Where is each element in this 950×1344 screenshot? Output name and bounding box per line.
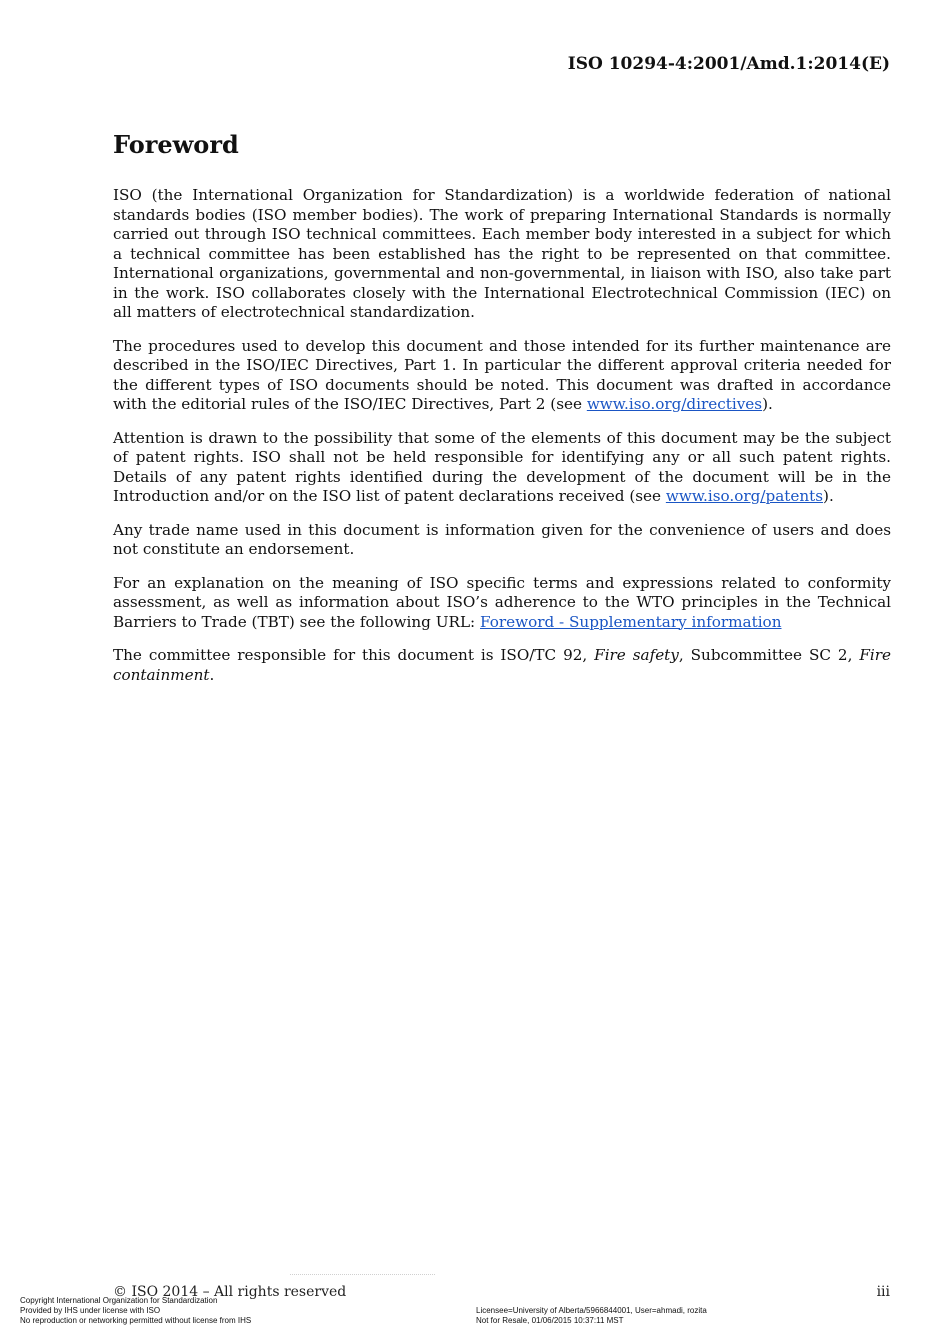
paragraph-text: ). xyxy=(823,487,834,505)
directives-link[interactable]: www.iso.org/directives xyxy=(586,395,763,413)
patents-link[interactable]: www.iso.org/patents xyxy=(665,487,824,505)
supplementary-info-link[interactable]: Foreword - Supplementary information xyxy=(480,612,782,631)
paragraph-procedures xyxy=(113,337,891,415)
paragraph-text: , Subcommittee SC 2, xyxy=(678,646,860,664)
paragraph-text: The committee responsible for this document is ISO/TC 92, xyxy=(113,646,595,664)
ihs-notice-line: Licensee=University of Alberta/5966844001, User=ahmadi, rozita xyxy=(476,1306,707,1315)
paragraph-text: For an explanation on the meaning of ISO specific terms and expressions related to conformity assessment, as well as information about ISO’s adherence to the WTO principles in the Technical Barriers to Trade (TBT) see the following URL: xyxy=(113,573,891,631)
paragraph-patents xyxy=(113,429,891,507)
ihs-notice-line: No reproduction or networking permitted without license from IHS xyxy=(20,1316,252,1325)
footer-copyright: © ISO 2014 – All rights reserved xyxy=(113,1284,347,1300)
subcommittee-name: Fire containment xyxy=(113,646,891,684)
paragraph-text: ). xyxy=(762,395,773,413)
paragraph-iso-intro: ISO (the International Organization for Standardization) is a worldwide federation of national standards bodies (ISO member bodies). The work of preparing International Standards is normally carried out through ISO technical committees. Each member body interested in a subject for which a technical committee has been established has the right to be represented on that committee. International organizations, governmental and non-governmental, in liaison with ISO, also take part in the work. ISO collaborates closely with the International Electrotechnical Commission (IEC) on all matters of electrotechnical standardization. xyxy=(113,186,891,321)
ihs-notice-line: Provided by IHS under license with ISO xyxy=(20,1306,161,1315)
page-title: Foreword xyxy=(113,130,239,159)
faint-watermark xyxy=(290,1274,435,1279)
paragraph-committee xyxy=(113,646,891,685)
ihs-notice-line: Copyright International Organization for Standardization xyxy=(20,1296,218,1305)
paragraph-text: Attention is drawn to the possibility that some of the elements of this document may be the subject of patent rights. ISO shall not be held responsible for identifying any or all such patent rights. Details of any patent rights identified during the development of the document will be in the Introduction and/or on the ISO list of patent declarations received (see xyxy=(113,428,891,505)
ihs-notice-left xyxy=(20,1296,251,1326)
paragraph-text: . xyxy=(209,665,215,684)
ihs-notice-line: Not for Resale, 01/06/2015 10:37:11 MST xyxy=(476,1316,624,1325)
paragraph-conformity xyxy=(113,574,891,633)
document-identifier: ISO 10294-4:2001/Amd.1:2014(E) xyxy=(567,54,890,74)
foreword-body xyxy=(113,186,891,699)
page-number: iii xyxy=(876,1284,890,1300)
paragraph-trade-name: Any trade name used in this document is information given for the convenience of users and does not constitute an endorsement. xyxy=(113,520,891,558)
committee-name: Fire safety xyxy=(594,646,679,664)
paragraph-text: The procedures used to develop this document and those intended for its further maintenance are described in the ISO/IEC Directives, Part 1. In particular the different approval criteria needed for the different types of ISO documents should be noted. This document was drafted in accordance with the editorial rules of the ISO/IEC Directives, Part 2 (see xyxy=(113,336,891,413)
ihs-notice-right xyxy=(476,1306,707,1326)
